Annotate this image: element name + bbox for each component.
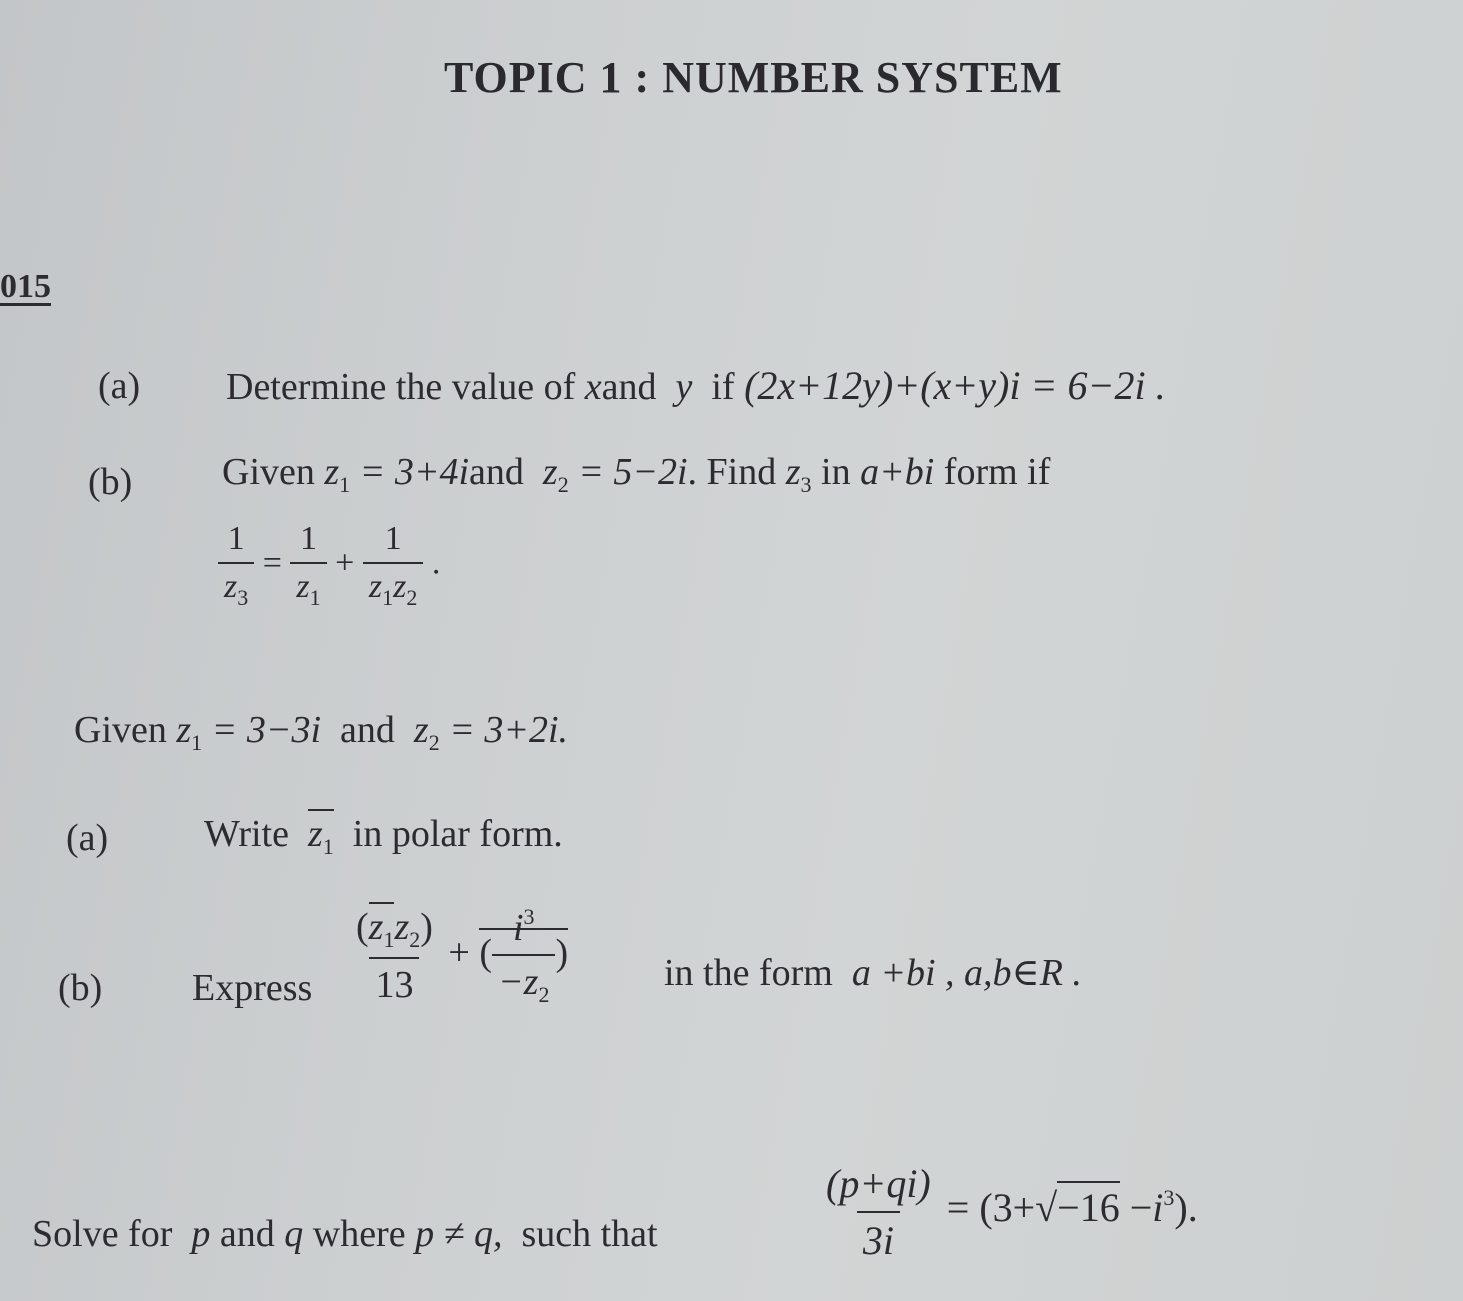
q1a-text <box>226 362 1166 409</box>
q3-condition: p ≠ q, <box>415 1213 503 1255</box>
q1b-and: and <box>469 451 524 493</box>
q1a-determine-text: Determine the value of <box>226 366 576 408</box>
q3-q: q <box>284 1213 304 1255</box>
q1b-z2-value: = 5−2i <box>578 451 688 493</box>
q2-given <box>74 708 568 756</box>
q2-z1: $z_1$ <box>176 709 203 755</box>
q3-equation: $\frac{(p+qi)}{3i}$ = $(3+√-16 -i^3)$. <box>820 1160 1198 1264</box>
q1b-frac-lhs: $\frac{1}{z_3}$ <box>218 520 254 611</box>
q1a-var-x: x <box>584 366 602 408</box>
q2-z2-value: = 3+2i. <box>449 709 569 751</box>
q1b-find: . Find <box>687 451 777 493</box>
q2a-label: (a) <box>66 817 109 859</box>
q3-sqrt: −16 <box>1057 1181 1120 1230</box>
q3-text <box>32 1212 658 1256</box>
q2-z1-value: = 3−3i <box>211 709 322 751</box>
page-title: TOPIC 1 : NUMBER SYSTEM <box>444 53 1063 102</box>
q3-solve: Solve for <box>32 1213 173 1255</box>
q1b-form-expr: a+bi <box>860 451 935 493</box>
q2a-z1-conjugate: $z_1$ <box>308 809 334 855</box>
q1b-z3: $z_3$ <box>785 451 812 497</box>
q2b-rest: in the form a +bi , a,b∈R . <box>664 952 1082 994</box>
q1b-frac-rhs: $\frac{1}{z_1z_2}$ <box>363 520 423 611</box>
q2b-fraction: $\frac{(z_1z_2)}{13}$ <box>350 905 439 1007</box>
q1b-fraction-equation: $\frac{1}{z_3}$ = $\frac{1}{z_1}$ + $\frac{1}{z_1z_2}$ . <box>218 520 440 611</box>
q3-where: where <box>312 1213 406 1255</box>
q1a-and: and <box>601 366 657 408</box>
q1b-given: Given <box>222 451 315 493</box>
q1b-in: in <box>821 451 851 493</box>
q2b-express: Express <box>192 967 313 1009</box>
q2-and: and <box>340 709 395 751</box>
q3-p: p <box>191 1213 211 1255</box>
q2b-label: (b) <box>58 967 103 1009</box>
q1b-text <box>222 450 1050 498</box>
q1b-z1: $z_1$ <box>324 451 351 497</box>
q2b-form-expr: a +bi , a,b∈R . <box>851 952 1082 994</box>
q1b-frac-mid: $\frac{1}{z_1}$ <box>290 520 326 611</box>
q1a-var-y: y <box>675 366 693 408</box>
q1b-z2: $z_2$ <box>542 451 569 497</box>
q2b-expression: $\frac{(z_1z_2)}{13}$ + ( $\frac{i^3}{-z_2}$ ) <box>350 904 568 1008</box>
q2a-write: Write <box>204 813 289 855</box>
q3-such-that: such that <box>521 1213 658 1255</box>
q1b-z1-value: = 3+4i <box>359 451 470 493</box>
q1a-label: (a) <box>98 365 141 407</box>
q1a-equation: (2x+12y)+(x+y)i = 6−2i . <box>744 363 1166 408</box>
section-year-label: 015 <box>0 268 51 305</box>
q1a-if: if <box>711 366 735 408</box>
q1b-label: (b) <box>88 461 133 503</box>
q3-fraction: $\frac{(p+qi)}{3i}$ <box>826 1161 931 1263</box>
q3-and: and <box>219 1213 275 1255</box>
q1b-form-if: form if <box>943 451 1051 493</box>
q2a-rest: in polar form. <box>352 813 563 855</box>
q2-z2: $z_2$ <box>413 709 440 755</box>
q2-given-word: Given <box>74 709 167 751</box>
q2b-conjugate-group: ( $\frac{i^3}{-z_2}$ ) <box>479 904 569 1007</box>
q2a-text <box>204 812 563 860</box>
